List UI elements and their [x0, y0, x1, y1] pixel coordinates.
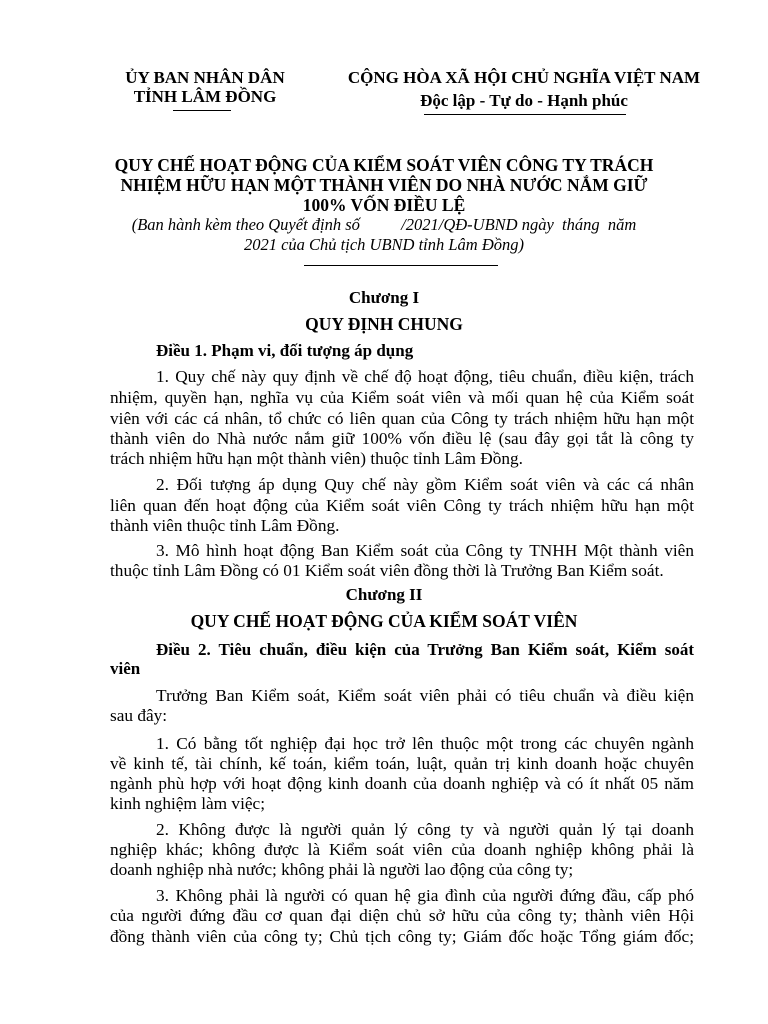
text-line: doanh nghiệp nhà nước; không phải là người lao động của công ty;	[110, 860, 574, 879]
motto-underline	[424, 114, 626, 115]
doc-title-line2: NHIỆM HỮU HẠN MỘT THÀNH VIÊN DO NHÀ NƯỚC NẮM GIỮ	[120, 175, 648, 195]
text-line: Trưởng Ban Kiểm soát, Kiểm soát viên phải có tiêu chuẩn và điều kiện	[156, 686, 694, 705]
doc-title-line1: QUY CHẾ HOẠT ĐỘNG CỦA KIỂM SOÁT VIÊN CÔNG TY TRÁCH	[114, 155, 654, 175]
text-line: thành viên thuộc tỉnh Lâm Đồng.	[110, 516, 340, 535]
text-line: 2. Đối tượng áp dụng Quy chế này gồm Kiểm soát viên và các cá nhân	[156, 475, 694, 494]
text-line: liên quan đến hoạt động của Kiểm soát viên Công ty trách nhiệm hữu hạn một	[110, 496, 694, 515]
text-line: nghiệp khác; không được là Kiểm soát viên của doanh nghiệp không phải là	[110, 840, 694, 859]
text-line: 2. Không được là người quản lý công ty và người quản lý tại doanh	[156, 820, 694, 839]
text-line: trách nhiệm hữu hạn một thành viên) thuộc tỉnh Lâm Đồng.	[110, 449, 523, 468]
chapter2-label: Chương II	[345, 585, 423, 604]
text-line: kinh nghiệm làm việc;	[110, 794, 266, 813]
text-line: thành viên do Nhà nước nắm giữ 100% vốn điều lệ (sau đây gọi tắt là công ty	[110, 429, 694, 448]
text-line: về kinh tế, tài chính, kế toán, kiểm toán, luật, quản trị kinh doanh hoặc chuyên	[110, 754, 694, 773]
doc-subtitle-line2: 2021 của Chủ tịch UBND tỉnh Lâm Đồng)	[243, 235, 525, 254]
article1-heading: Điều 1. Phạm vi, đối tượng áp dụng	[156, 341, 414, 360]
chapter1-title: QUY ĐỊNH CHUNG	[305, 314, 463, 334]
text-line: viên	[110, 659, 141, 678]
text-line: thuộc tỉnh Lâm Đồng có 01 Kiểm soát viên đồng thời là Trưởng Ban Kiểm soát.	[110, 561, 664, 580]
doc-title-line3: 100% VỐN ĐIỀU LỆ	[302, 195, 466, 215]
text-line: sau đây:	[110, 706, 168, 725]
issuer-line1: ỦY BAN NHÂN DÂN	[125, 68, 285, 87]
text-line: viên với các cá nhân, tổ chức có liên quan của Công ty trách nhiệm hữu hạn một	[110, 409, 694, 428]
text-line: 1. Quy chế này quy định về chế độ hoạt động, tiêu chuẩn, điều kiện, trách	[156, 367, 694, 386]
text-line: Điều 2. Tiêu chuẩn, điều kiện của Trưởng Ban Kiểm soát, Kiểm soát	[156, 640, 694, 659]
national-motto: Độc lập - Tự do - Hạnh phúc	[420, 91, 628, 110]
text-line: 1. Có bằng tốt nghiệp đại học trở lên thuộc một trong các chuyên ngành	[156, 734, 694, 753]
text-line: ngành phù hợp với hoạt động kinh doanh của doanh nghiệp và có ít nhất 05 năm	[110, 774, 694, 793]
text-line: đồng thành viên của công ty; Chủ tịch công ty; Giám đốc hoặc Tổng giám đốc;	[110, 927, 694, 946]
text-line: của người đứng đầu cơ quan đại diện chủ sở hữu của công ty; thành viên Hội	[110, 906, 694, 925]
text-line: nhiệm, quyền hạn, nghĩa vụ của Kiểm soát viên và mối quan hệ của Kiểm soát	[110, 388, 694, 407]
title-divider	[304, 265, 498, 266]
chapter1-label: Chương I	[348, 288, 420, 307]
text-line: 3. Mô hình hoạt động Ban Kiểm soát của Công ty TNHH Một thành viên	[156, 541, 694, 560]
chapter2-title: QUY CHẾ HOẠT ĐỘNG CỦA KIỂM SOÁT VIÊN	[190, 611, 578, 631]
issuer-line2: TỈNH LÂM ĐỒNG	[133, 87, 277, 106]
national-title: CỘNG HÒA XÃ HỘI CHỦ NGHĨA VIỆT NAM	[347, 68, 701, 87]
doc-subtitle-line1: (Ban hành kèm theo Quyết định số /2021/QĐ-UBND ngày tháng năm	[131, 215, 637, 234]
text-line: 3. Không phải là người có quan hệ gia đình của người đứng đầu, cấp phó	[156, 886, 694, 905]
issuer-underline	[173, 110, 231, 111]
